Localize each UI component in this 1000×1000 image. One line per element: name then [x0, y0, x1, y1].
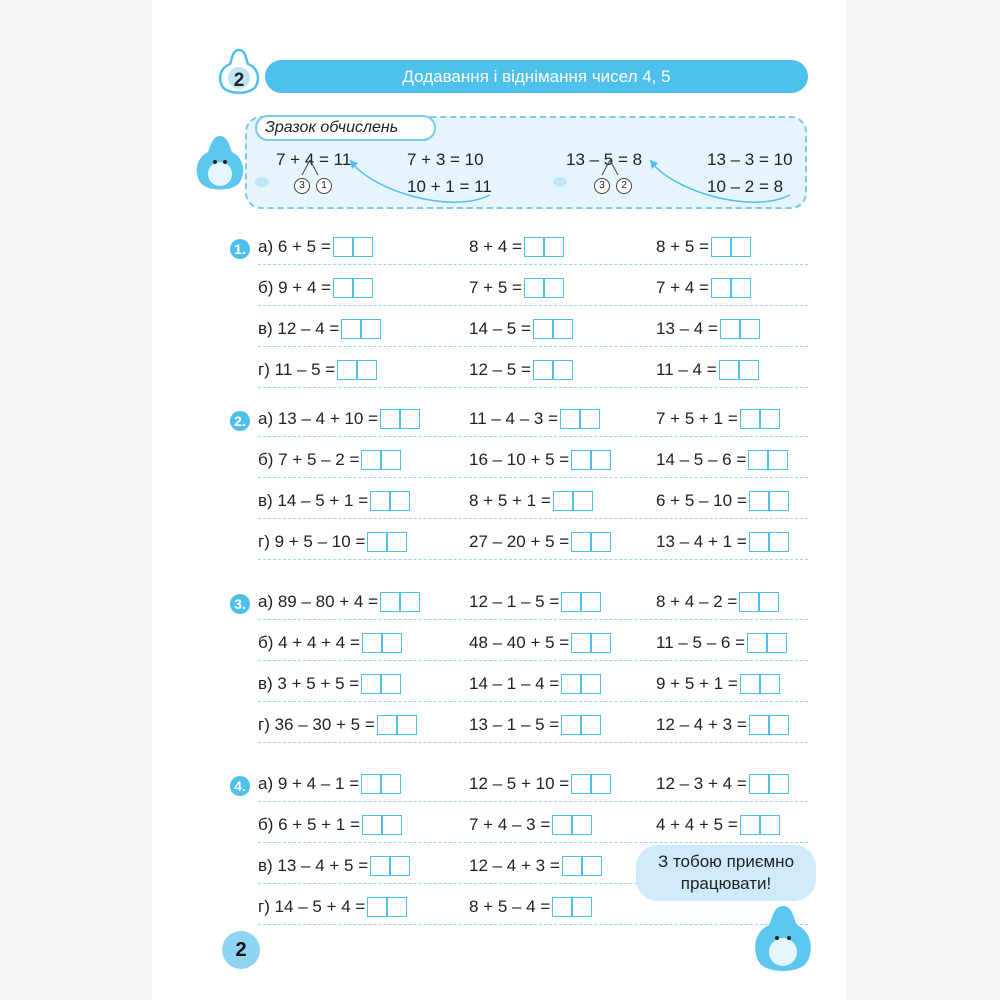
answer-box[interactable]: [380, 409, 400, 429]
equation: [469, 317, 573, 341]
equation: [469, 813, 592, 837]
page-number: 2: [222, 931, 260, 969]
answer-box[interactable]: [377, 715, 397, 735]
equation: [656, 590, 779, 614]
exercise-number: 3.: [230, 594, 250, 614]
equation-text: 7 + 5 + 1 =: [656, 409, 738, 428]
equation: [469, 489, 593, 513]
sample-right-eq1: 13 – 5 = 8: [566, 150, 643, 169]
answer-box[interactable]: [760, 815, 780, 835]
answer-box[interactable]: [333, 237, 353, 257]
equation-text: а) 6 + 5 =: [258, 237, 331, 256]
equation: [258, 813, 402, 837]
equation: [656, 235, 751, 259]
answer-box[interactable]: [572, 897, 592, 917]
equation-text: 7 + 5 =: [469, 278, 522, 297]
sample-right-eq3: 10 – 2 = 8: [707, 177, 784, 196]
answer-box[interactable]: [749, 774, 769, 794]
answer-box[interactable]: [719, 360, 739, 380]
equation-text: 12 – 5 + 10 =: [469, 774, 570, 793]
equation: [258, 407, 420, 431]
equation-text: г) 11 – 5 =: [258, 360, 336, 379]
equation: [258, 854, 410, 878]
equation: [469, 448, 611, 472]
row-underline: [258, 518, 808, 519]
answer-box[interactable]: [760, 674, 780, 694]
answer-box[interactable]: [400, 409, 420, 429]
answer-box[interactable]: [390, 491, 410, 511]
equation-text: 16 – 10 + 5 =: [469, 450, 570, 469]
equation-text: в) 13 – 4 + 5 =: [258, 856, 369, 875]
sample-left-eq2: 7 + 3 = 10: [407, 150, 484, 169]
answer-box[interactable]: [768, 450, 788, 470]
row-underline: [258, 619, 808, 620]
answer-box[interactable]: [731, 237, 751, 257]
answer-box[interactable]: [553, 319, 573, 339]
exercise-row: [258, 772, 808, 800]
answer-box[interactable]: [552, 815, 572, 835]
answer-box[interactable]: [580, 409, 600, 429]
answer-box[interactable]: [748, 450, 768, 470]
equation-text: 14 – 5 =: [469, 319, 531, 338]
equation: [469, 276, 564, 300]
answer-box[interactable]: [769, 774, 789, 794]
lesson-number: 2: [233, 70, 245, 91]
equation-text: 11 – 5 – 6 =: [656, 633, 746, 652]
answer-box[interactable]: [524, 237, 544, 257]
exercise-row: [258, 631, 808, 659]
equation-text: 48 – 40 + 5 =: [469, 633, 570, 652]
equation: [258, 317, 381, 341]
equation: [656, 448, 788, 472]
answer-box[interactable]: [749, 532, 769, 552]
answer-box[interactable]: [711, 278, 731, 298]
equation: [469, 895, 592, 919]
equation: [656, 407, 780, 431]
answer-box[interactable]: [581, 715, 601, 735]
answer-box[interactable]: [361, 674, 381, 694]
sample-title: Зразок обчислень: [255, 115, 436, 141]
equation-text: а) 89 – 80 + 4 =: [258, 592, 379, 611]
row-underline: [258, 387, 808, 388]
answer-box[interactable]: [739, 592, 759, 612]
equation: [656, 358, 759, 382]
equation: [469, 672, 601, 696]
equation-text: 8 + 5 =: [656, 237, 709, 256]
answer-box[interactable]: [381, 450, 401, 470]
answer-box[interactable]: [561, 592, 581, 612]
exercise-number: 2.: [230, 411, 250, 431]
equation-text: 27 – 20 + 5 =: [469, 532, 570, 551]
answer-box[interactable]: [380, 592, 400, 612]
answer-box[interactable]: [341, 319, 361, 339]
row-underline: [258, 559, 808, 560]
equation: [656, 672, 780, 696]
answer-box[interactable]: [362, 815, 382, 835]
equation-text: 11 – 4 – 3 =: [469, 409, 559, 428]
equation: [469, 235, 564, 259]
row-underline: [258, 436, 808, 437]
row-underline: [258, 264, 808, 265]
answer-box[interactable]: [561, 715, 581, 735]
equation-text: 12 – 4 + 3 =: [656, 715, 747, 734]
answer-box[interactable]: [573, 491, 593, 511]
speech-line: З тобою приємно: [657, 852, 795, 871]
answer-box[interactable]: [362, 633, 382, 653]
equation-text: в) 12 – 4 =: [258, 319, 340, 338]
exercise-row: [258, 813, 808, 841]
equation: [469, 854, 602, 878]
answer-box[interactable]: [591, 532, 611, 552]
answer-box[interactable]: [571, 450, 591, 470]
equation: [656, 713, 789, 737]
equation: [469, 590, 601, 614]
answer-box[interactable]: [561, 674, 581, 694]
answer-box[interactable]: [769, 491, 789, 511]
answer-box[interactable]: [581, 592, 601, 612]
answer-box[interactable]: [767, 633, 787, 653]
equation-text: 4 + 4 + 5 =: [656, 815, 738, 834]
equation-text: 13 – 1 – 5 =: [469, 715, 560, 734]
exercise-row: [258, 317, 808, 345]
split-circle: 2: [616, 178, 632, 194]
equation: [656, 631, 787, 655]
equation: [469, 407, 600, 431]
answer-box[interactable]: [367, 532, 387, 552]
answer-box[interactable]: [739, 360, 759, 380]
answer-box[interactable]: [361, 319, 381, 339]
equation: [258, 772, 401, 796]
answer-box[interactable]: [361, 450, 381, 470]
answer-box[interactable]: [747, 633, 767, 653]
answer-box[interactable]: [524, 278, 544, 298]
answer-box[interactable]: [544, 278, 564, 298]
sample-left-eq3: 10 + 1 = 11: [407, 177, 492, 196]
answer-box[interactable]: [370, 856, 390, 876]
split-circle: 3: [594, 178, 610, 194]
equation: [469, 713, 601, 737]
speech-bubble: [636, 845, 816, 901]
equation: [258, 895, 407, 919]
answer-box[interactable]: [553, 360, 573, 380]
equation-text: б) 4 + 4 + 4 =: [258, 633, 360, 652]
exercise-row: [258, 530, 808, 558]
sample-left-eq1: 7 + 4 = 11: [276, 150, 352, 169]
equation: [656, 813, 780, 837]
answer-box[interactable]: [740, 815, 760, 835]
equation: [656, 276, 751, 300]
answer-box[interactable]: [749, 715, 769, 735]
answer-box[interactable]: [381, 674, 401, 694]
equation-text: 11 – 4 =: [656, 360, 717, 379]
answer-box[interactable]: [591, 774, 611, 794]
equation: [656, 530, 789, 554]
answer-box[interactable]: [581, 674, 601, 694]
row-underline: [258, 742, 808, 743]
pear-mascot-icon: [192, 130, 248, 194]
pear-mascot-icon: [748, 898, 818, 978]
equation-text: 8 + 5 + 1 =: [469, 491, 551, 510]
exercise-number: 4.: [230, 776, 250, 796]
answer-box[interactable]: [740, 319, 760, 339]
equation-text: 6 + 5 – 10 =: [656, 491, 747, 510]
equation-text: в) 14 – 5 + 1 =: [258, 491, 369, 510]
row-underline: [258, 346, 808, 347]
equation-text: б) 7 + 5 – 2 =: [258, 450, 360, 469]
equation-text: в) 3 + 5 + 5 =: [258, 674, 360, 693]
answer-box[interactable]: [552, 897, 572, 917]
equation-text: 7 + 4 – 3 =: [469, 815, 551, 834]
equation-text: г) 14 – 5 + 4 =: [258, 897, 366, 916]
answer-box[interactable]: [370, 491, 390, 511]
equation: [258, 590, 420, 614]
answer-box[interactable]: [397, 715, 417, 735]
answer-box[interactable]: [387, 897, 407, 917]
exercise-row: [258, 358, 808, 386]
equation: [258, 358, 377, 382]
answer-box[interactable]: [591, 450, 611, 470]
exercise-row: [258, 713, 808, 741]
equation-text: 12 – 4 + 3 =: [469, 856, 560, 875]
answer-box[interactable]: [357, 360, 377, 380]
answer-box[interactable]: [591, 633, 611, 653]
answer-box[interactable]: [582, 856, 602, 876]
row-underline: [258, 924, 808, 925]
answer-box[interactable]: [562, 856, 582, 876]
answer-box[interactable]: [560, 409, 580, 429]
answer-box[interactable]: [533, 319, 553, 339]
equation-text: 8 + 4 – 2 =: [656, 592, 738, 611]
equation: [258, 235, 373, 259]
row-underline: [258, 660, 808, 661]
answer-box[interactable]: [571, 532, 591, 552]
answer-box[interactable]: [533, 360, 553, 380]
equation-text: 8 + 5 – 4 =: [469, 897, 551, 916]
equation: [656, 489, 789, 513]
equation-text: г) 9 + 5 – 10 =: [258, 532, 366, 551]
answer-box[interactable]: [400, 592, 420, 612]
answer-box[interactable]: [731, 278, 751, 298]
equation-text: 8 + 4 =: [469, 237, 522, 256]
row-underline: [258, 801, 808, 802]
sample-right-eq2: 13 – 3 = 10: [707, 150, 793, 169]
answer-box[interactable]: [760, 409, 780, 429]
answer-box[interactable]: [382, 815, 402, 835]
answer-box[interactable]: [353, 278, 373, 298]
row-underline: [258, 701, 808, 702]
equation: [656, 317, 760, 341]
answer-box[interactable]: [759, 592, 779, 612]
answer-box[interactable]: [353, 237, 373, 257]
answer-box[interactable]: [572, 815, 592, 835]
equation: [258, 489, 410, 513]
split-circle: 1: [316, 178, 332, 194]
exercise-row: [258, 276, 808, 304]
answer-box[interactable]: [740, 674, 760, 694]
equation-text: 9 + 5 + 1 =: [656, 674, 738, 693]
equation-text: 13 – 4 + 1 =: [656, 532, 747, 551]
equation: [258, 530, 407, 554]
equation-text: 14 – 5 – 6 =: [656, 450, 747, 469]
answer-box[interactable]: [769, 532, 789, 552]
exercise-row: [258, 235, 808, 263]
answer-box[interactable]: [740, 409, 760, 429]
answer-box[interactable]: [711, 237, 731, 257]
answer-box[interactable]: [571, 774, 591, 794]
row-underline: [258, 305, 808, 306]
sample-arrows-icon: [250, 120, 810, 210]
equation-text: а) 13 – 4 + 10 =: [258, 409, 379, 428]
speech-line: працювати!: [680, 874, 772, 893]
answer-box[interactable]: [749, 491, 769, 511]
answer-box[interactable]: [544, 237, 564, 257]
answer-box[interactable]: [367, 897, 387, 917]
answer-box[interactable]: [337, 360, 357, 380]
equation: [656, 772, 789, 796]
exercise-row: [258, 489, 808, 517]
equation-text: б) 9 + 4 =: [258, 278, 332, 297]
equation-text: 12 – 5 =: [469, 360, 531, 379]
equation: [258, 672, 401, 696]
row-underline: [258, 842, 808, 843]
exercise-row: [258, 448, 808, 476]
equation-text: 12 – 1 – 5 =: [469, 592, 560, 611]
answer-box[interactable]: [387, 532, 407, 552]
equation-text: 14 – 1 – 4 =: [469, 674, 560, 693]
equation: [469, 358, 573, 382]
equation-text: г) 36 – 30 + 5 =: [258, 715, 375, 734]
equation: [469, 772, 611, 796]
equation: [258, 631, 402, 655]
equation: [258, 713, 417, 737]
answer-box[interactable]: [361, 774, 381, 794]
answer-box[interactable]: [382, 633, 402, 653]
equation-text: б) 6 + 5 + 1 =: [258, 815, 360, 834]
answer-box[interactable]: [769, 715, 789, 735]
lesson-title: Додавання і віднімання чисел 4, 5: [265, 60, 808, 93]
answer-box[interactable]: [720, 319, 740, 339]
split-circle: 3: [294, 178, 310, 194]
exercise-number: 1.: [230, 239, 250, 259]
equation-text: 12 – 3 + 4 =: [656, 774, 747, 793]
equation: [258, 276, 373, 300]
equation-text: 13 – 4 =: [656, 319, 718, 338]
equation: [469, 631, 611, 655]
row-underline: [258, 477, 808, 478]
answer-box[interactable]: [553, 491, 573, 511]
answer-box[interactable]: [333, 278, 353, 298]
equation-text: 7 + 4 =: [656, 278, 709, 297]
answer-box[interactable]: [571, 633, 591, 653]
exercise-row: [258, 407, 808, 435]
exercise-row: [258, 590, 808, 618]
answer-box[interactable]: [390, 856, 410, 876]
equation: [258, 448, 401, 472]
answer-box[interactable]: [381, 774, 401, 794]
exercise-row: [258, 672, 808, 700]
equation-text: а) 9 + 4 – 1 =: [258, 774, 360, 793]
equation: [469, 530, 611, 554]
